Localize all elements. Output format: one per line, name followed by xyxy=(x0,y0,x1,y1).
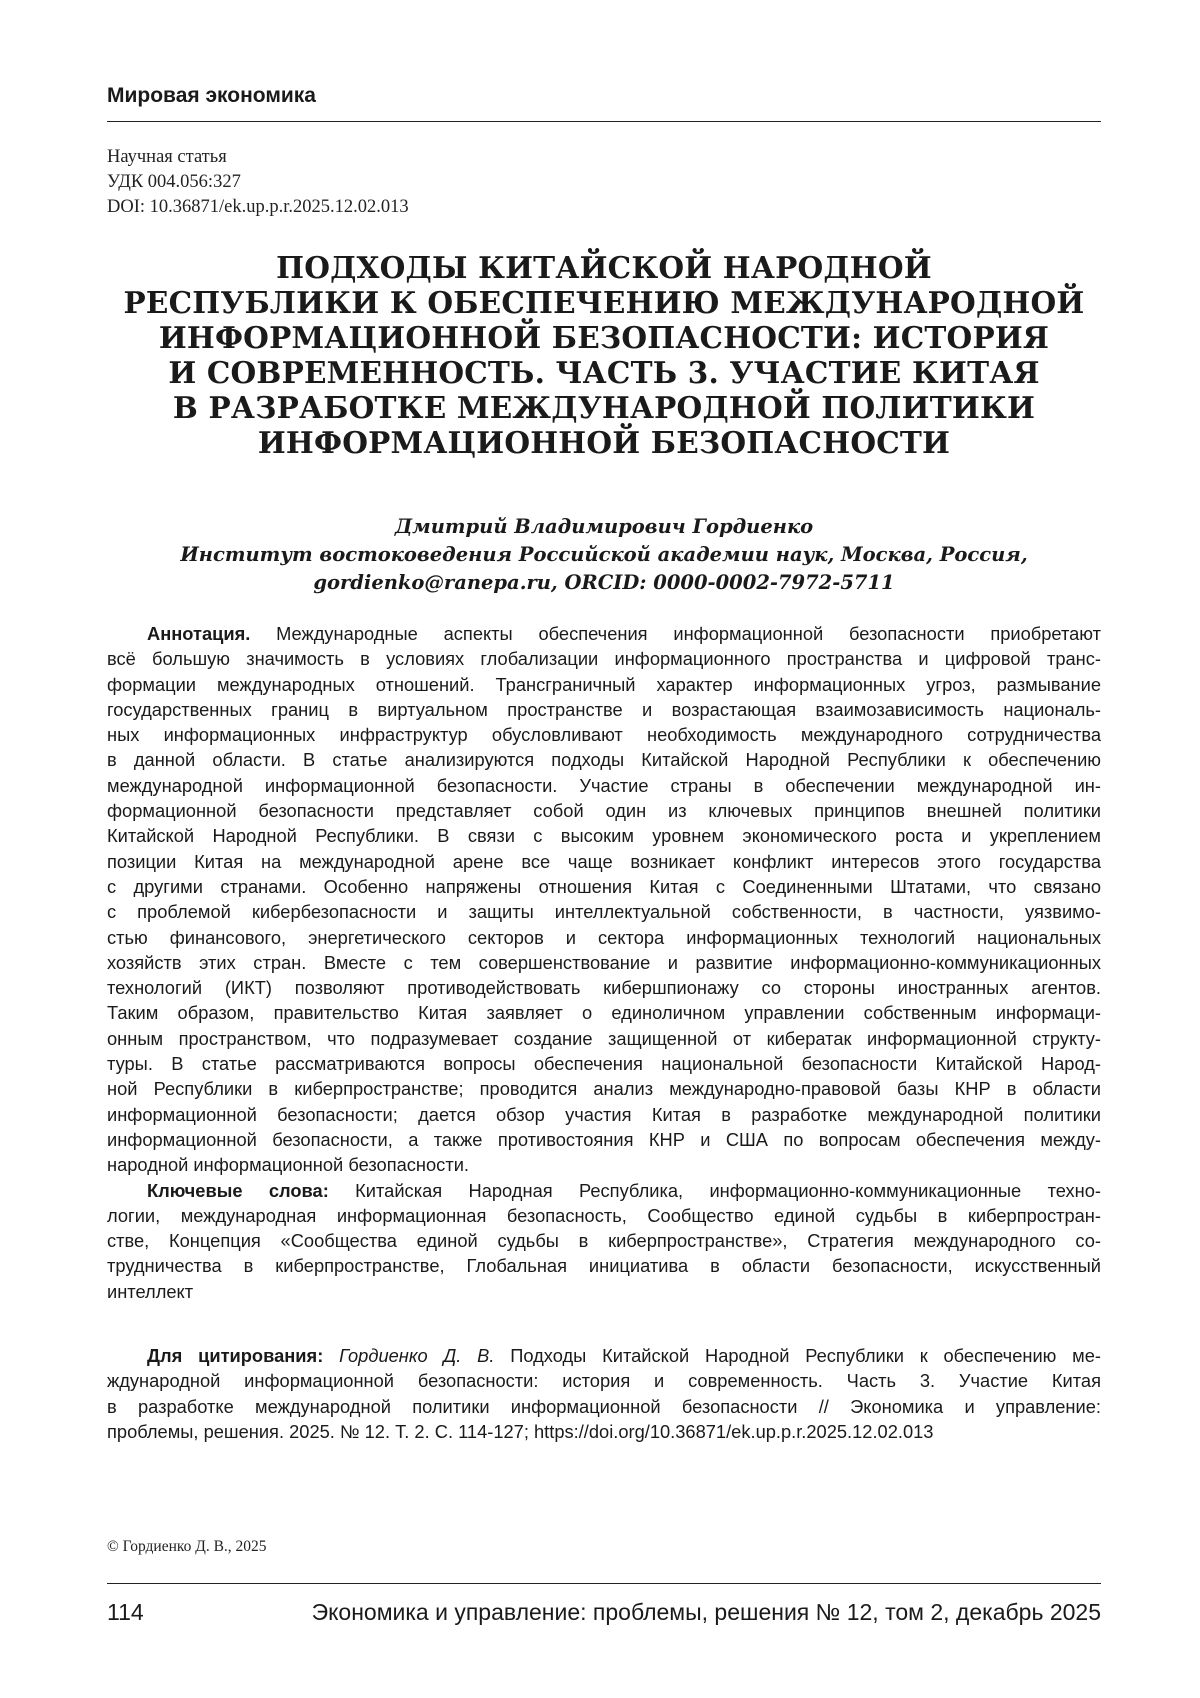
abstract-line: Аннотация. Международные аспекты обеспечения информационной безопасности приобретают xyxy=(107,621,1101,646)
journal-name: Экономика и управление: проблемы, решения № 12, том 2, декабрь 2025 xyxy=(312,1599,1101,1626)
abstract-line: международной информационной безопасности. Участие страны в обеспечении международной ин- xyxy=(107,773,1101,798)
keywords-label: Ключевые слова: xyxy=(147,1180,329,1201)
article-type: Научная статья xyxy=(107,145,409,170)
title-line: И СОВРЕМЕННОСТЬ. ЧАСТЬ 3. УЧАСТИЕ КИТАЯ xyxy=(107,355,1101,390)
citation-label: Для цитирования: xyxy=(147,1345,323,1366)
header-rule xyxy=(107,121,1101,122)
abstract-line: с проблемой кибербезопасности и защиты интеллектуальной собственности, в частности, уязвимо- xyxy=(107,899,1101,924)
abstract-line: народной информационной безопасности. xyxy=(107,1152,1101,1177)
abstract-line: Таким образом, правительство Китая заявляет о единоличном управлении собственным информаци- xyxy=(107,1000,1101,1025)
abstract-line: технологий (ИКТ) позволяют противодействовать кибершпионажу со стороны иностранных агентов. xyxy=(107,975,1101,1000)
author-block xyxy=(107,513,1101,597)
abstract-line: государственных границ в виртуальном пространстве и возрастающая взаимозависимость националь- xyxy=(107,697,1101,722)
udc-code: УДК 004.056:327 xyxy=(107,170,409,195)
keywords-line: логии, международная информационная безопасность, Сообщество единой судьбы в киберпростран- xyxy=(107,1203,1101,1228)
abstract-line: информационной безопасности, а также противостояния КНР и США по вопросам обеспечения между- xyxy=(107,1127,1101,1152)
abstract-line: ных информационных инфраструктур обусловливают необходимость международного сотрудничества xyxy=(107,722,1101,747)
abstract-line: в данной области. В статье анализируются подходы Китайской Народной Республики к обеспечению xyxy=(107,747,1101,772)
abstract-line: ной Республики в киберпространстве; проводится анализ международно-правовой базы КНР в области xyxy=(107,1076,1101,1101)
author-contact: gordienko@ranepa.ru, ORCID: 0000-0002-7972-5711 xyxy=(107,569,1101,597)
title-line: РЕСПУБЛИКИ К ОБЕСПЕЧЕНИЮ МЕЖДУНАРОДНОЙ xyxy=(107,285,1101,320)
abstract-line: формации международных отношений. Трансграничный характер информационных угроз, размывание xyxy=(107,672,1101,697)
abstract-line: хозяйств этих стран. Вместе с тем совершенствование и развитие информационно-коммуникационных xyxy=(107,950,1101,975)
title-line: ИНФОРМАЦИОННОЙ БЕЗОПАСНОСТИ: ИСТОРИЯ xyxy=(107,320,1101,355)
abstract xyxy=(107,621,1101,1304)
doi: DOI: 10.36871/ek.up.p.r.2025.12.02.013 xyxy=(107,195,409,220)
citation xyxy=(107,1343,1101,1444)
keywords-line: стве, Концепция «Сообщества единой судьбы в киберпространстве», Стратегия международного со- xyxy=(107,1228,1101,1253)
citation-line: ждународной информационной безопасности: история и современность. Часть 3. Участие Китая xyxy=(107,1368,1101,1393)
title-line: ИНФОРМАЦИОННОЙ БЕЗОПАСНОСТИ xyxy=(107,425,1101,460)
citation-line: проблемы, решения. 2025. № 12. Т. 2. С. 114-127; https://doi.org/10.36871/ek.up.p.r.2025.12.02.013 xyxy=(107,1419,1101,1444)
abstract-line: формационной безопасности представляет собой один из ключевых принципов внешней политики xyxy=(107,798,1101,823)
author-name: Дмитрий Владимирович Гордиенко xyxy=(107,513,1101,541)
abstract-label: Аннотация. xyxy=(147,623,250,644)
copyright: © Гордиенко Д. В., 2025 xyxy=(107,1538,267,1556)
section-header: Мировая экономика xyxy=(107,84,316,108)
citation-line: Для цитирования: Гордиенко Д. В. Подходы Китайской Народной Республики к обеспечению ме- xyxy=(107,1343,1101,1368)
footer-rule xyxy=(107,1583,1101,1584)
citation-author: Гордиенко Д. В. xyxy=(323,1345,494,1366)
title-line: В РАЗРАБОТКЕ МЕЖДУНАРОДНОЙ ПОЛИТИКИ xyxy=(107,390,1101,425)
page-number: 114 xyxy=(107,1599,144,1626)
abstract-line: онным пространством, что подразумевает создание защищенной от кибератак информационной структу- xyxy=(107,1026,1101,1051)
keywords-line: интеллект xyxy=(107,1279,1101,1304)
title-line: ПОДХОДЫ КИТАЙСКОЙ НАРОДНОЙ xyxy=(107,250,1101,285)
abstract-line: туры. В статье рассматриваются вопросы обеспечения национальной безопасности Китайской Народ- xyxy=(107,1051,1101,1076)
article-meta xyxy=(107,145,409,220)
abstract-line: Китайской Народной Республики. В связи с высоким уровнем экономического роста и укреплением xyxy=(107,823,1101,848)
abstract-line: всё большую значимость в условиях глобализации информационного пространства и цифровой транс- xyxy=(107,646,1101,671)
keywords-line: трудничества в киберпространстве, Глобальная инициатива в области безопасности, искусственный xyxy=(107,1253,1101,1278)
abstract-line: с другими странами. Особенно напряжены отношения Китая с Соединенными Штатами, что связано xyxy=(107,874,1101,899)
keywords-line: Ключевые слова: Китайская Народная Республика, информационно-коммуникационные техно- xyxy=(107,1178,1101,1203)
article-title xyxy=(107,250,1101,460)
abstract-line: информационной безопасности; дается обзор участия Китая в разработке международной политики xyxy=(107,1102,1101,1127)
abstract-line: стью финансового, энергетического секторов и сектора информационных технологий национальных xyxy=(107,925,1101,950)
citation-line: в разработке международной политики информационной безопасности // Экономика и управление: xyxy=(107,1394,1101,1419)
author-affiliation: Институт востоковедения Российской академии наук, Москва, Россия, xyxy=(107,541,1101,569)
abstract-line: позиции Китая на международной арене все чаще возникает конфликт интересов этого государства xyxy=(107,849,1101,874)
